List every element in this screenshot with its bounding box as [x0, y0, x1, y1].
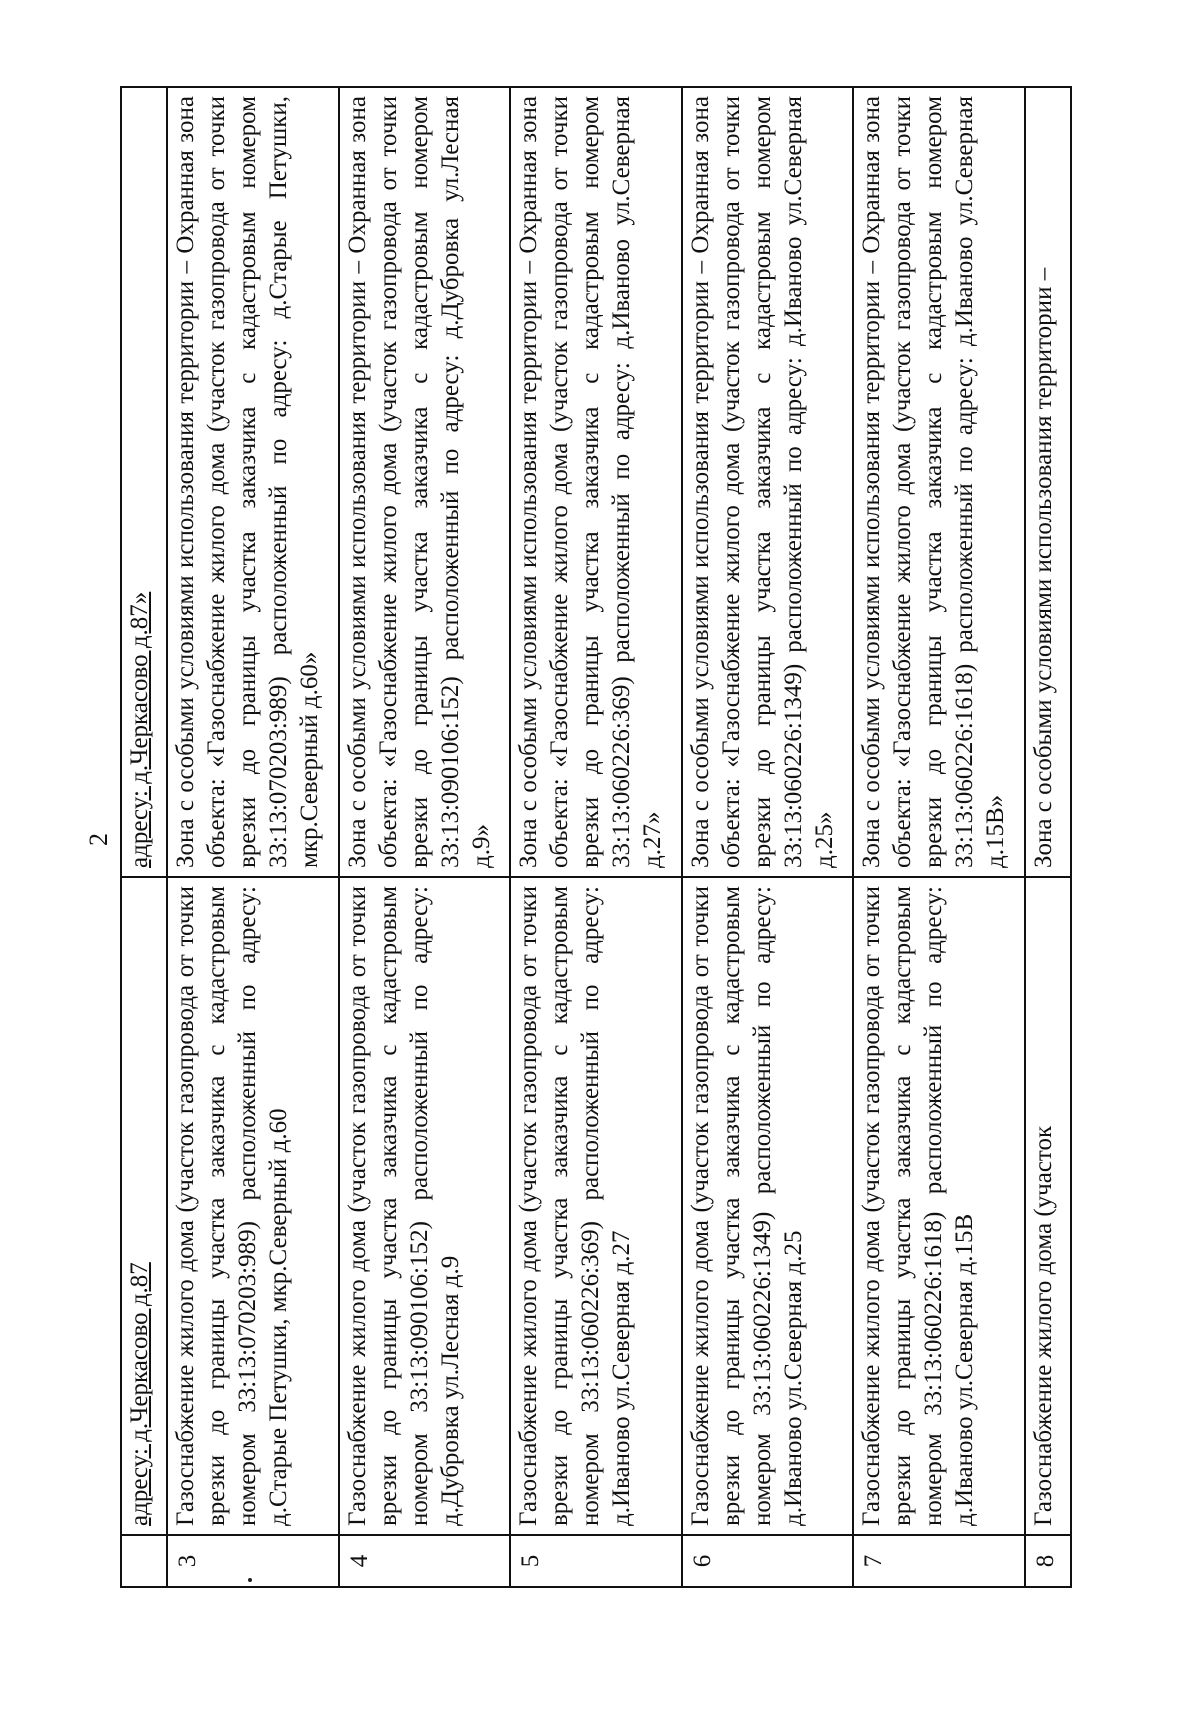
zone-description-cell: Зона с особыми условиями использования территории – Охранная зона объекта: «Газоснабжение жилого дома (участок газопровода от точки врезки до границы участка заказчика с кадастровым номером 33:13:060226:369) расположенный по адресу: д.Иваново ул.Северная д.27» [510, 87, 682, 877]
row-number: 6 [682, 1535, 854, 1587]
row-number: 7 [853, 1535, 1025, 1587]
zone-description-cell: адресу: д.Черкасово д.87» [121, 87, 167, 877]
table-row [339, 87, 511, 1587]
table-row [682, 87, 854, 1587]
row-number [121, 1535, 167, 1587]
table-row [853, 87, 1025, 1587]
object-name-cell: адресу: д.Черкасово д.87 [121, 877, 167, 1535]
row-number: 8 [1025, 1535, 1071, 1587]
object-name-cell: Газоснабжение жилого дома (участок [1025, 877, 1071, 1535]
table-row [510, 87, 682, 1587]
registry-table [120, 86, 1072, 1588]
zone-description-cell: Зона с особыми условиями использования территории – Охранная зона объекта: «Газоснабжение жилого дома (участок газопровода от точки врезки до границы участка заказчика с кадастровым номером 33:13:060226:1618) расположенный по адресу: д.Иваново ул.Северная д.15В» [853, 87, 1025, 877]
object-name-cell: Газоснабжение жилого дома (участок газопровода от точки врезки до границы участка заказчика с кадастровым номером 33:13:070203:989) расположенный по адресу: д.Старые Петушки, мкр.Северный д.60 [167, 877, 339, 1535]
table-row [121, 87, 167, 1587]
object-name-cell: Газоснабжение жилого дома (участок газопровода от точки врезки до границы участка заказчика с кадастровым номером 33:13:060226:369) расположенный по адресу: д.Иваново ул.Северная д.27 [510, 877, 682, 1535]
table-row [1025, 87, 1071, 1587]
rotated-table-sheet [120, 88, 1072, 1588]
zone-description-cell: Зона с особыми условиями использования территории – Охранная зона объекта: «Газоснабжение жилого дома (участок газопровода от точки врезки до границы участка заказчика с кадастровым номером 33:13:060226:1349) расположенный по адресу: д.Иваново ул.Северная д.25» [682, 87, 854, 877]
zone-description-cell: Зона с особыми условиями использования территории – Охранная зона объекта: «Газоснабжение жилого дома (участок газопровода от точки врезки до границы участка заказчика с кадастровым номером 33:13:090106:152) расположенный по адресу: д.Дубровка ул.Лесная д.9» [339, 87, 511, 877]
row-number: 3 [167, 1535, 339, 1587]
object-name-cell: Газоснабжение жилого дома (участок газопровода от точки врезки до границы участка заказчика с кадастровым номером 33:13:060226:1349) расположенный по адресу: д.Иваново ул.Северная д.25 [682, 877, 854, 1535]
table-row [167, 87, 339, 1587]
page-number: 2 [84, 833, 113, 846]
zone-description-cell: Зона с особыми условиями использования территории – Охранная зона объекта: «Газоснабжение жилого дома (участок газопровода от точки врезки до границы участка заказчика с кадастровым номером 33:13:070203:989) расположенный по адресу: д.Старые Петушки, мкр.Северный д.60» [167, 87, 339, 877]
object-name-cell: Газоснабжение жилого дома (участок газопровода от точки врезки до границы участка заказчика с кадастровым номером 33:13:060226:1618) расположенный по адресу: д.Иваново ул.Северная д.15В [853, 877, 1025, 1535]
zone-description-cell: Зона с особыми условиями использования территории – [1025, 87, 1071, 877]
row-number: 4 [339, 1535, 511, 1587]
row-number: 5 [510, 1535, 682, 1587]
object-name-cell: Газоснабжение жилого дома (участок газопровода от точки врезки до границы участка заказчика с кадастровым номером 33:13:090106:152) расположенный по адресу: д.Дубровка ул.Лесная д.9 [339, 877, 511, 1535]
